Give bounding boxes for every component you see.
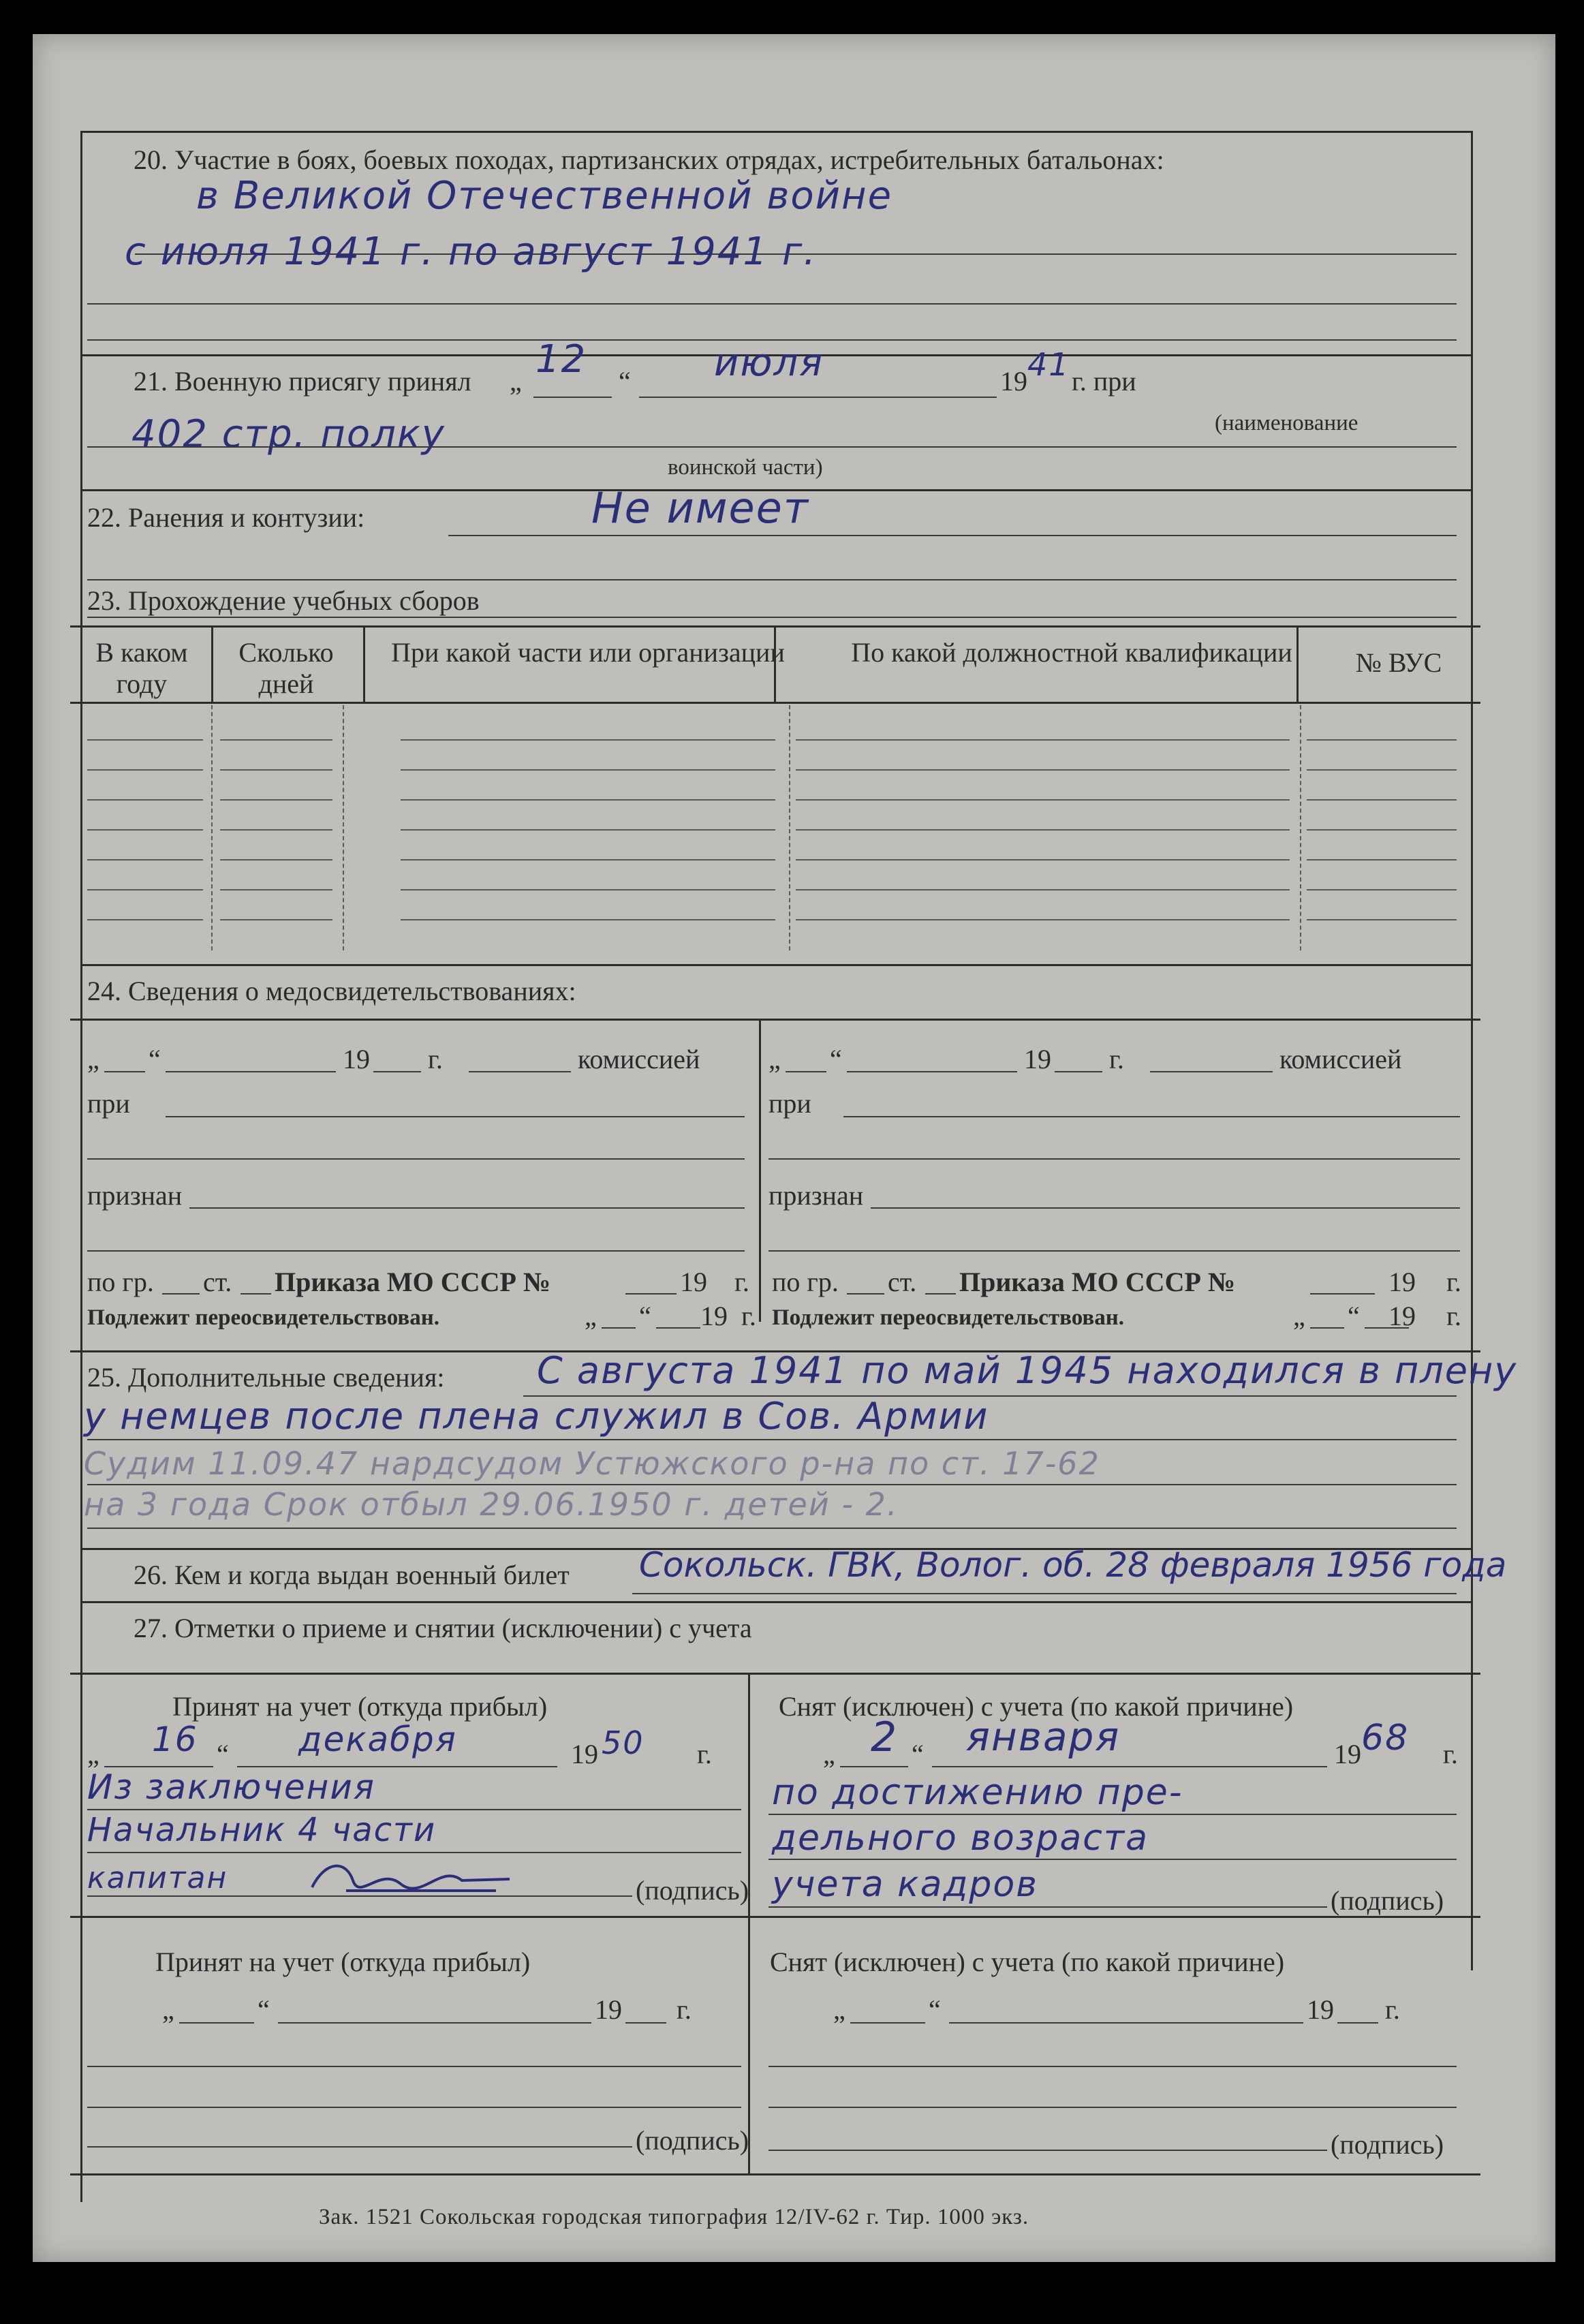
s27r2-u3 — [1337, 2022, 1378, 2024]
s27a1-u5 — [87, 1895, 632, 1897]
s27r1-reason-1: по достижению пре- — [772, 1772, 1183, 1813]
s27r1-u5 — [768, 1906, 1327, 1908]
table23-empty-line — [87, 859, 203, 861]
table23-empty-line — [87, 889, 203, 890]
footer-imprint: Зак. 1521 Сокольская городская типография 12/IV-62 г. Тир. 1000 экз. — [319, 2205, 1029, 2229]
s24r-sub-g: г. — [1446, 1301, 1461, 1331]
table23-empty-line — [87, 919, 203, 920]
signature-icon — [305, 1853, 516, 1901]
s24r-order-g: г. — [1446, 1267, 1461, 1297]
s21-suffix: г. при — [1072, 366, 1136, 397]
s24l-at: при — [87, 1088, 130, 1119]
s24r-order: Приказа МО СССР № — [959, 1267, 1236, 1297]
t23-v3 — [774, 625, 776, 702]
s27r2-u2 — [949, 2022, 1303, 2024]
s27r2-u4 — [768, 2066, 1457, 2067]
s21-quote-close: “ — [619, 366, 631, 397]
s25-u4 — [87, 1528, 1457, 1529]
s27a2-u6 — [87, 2146, 632, 2148]
s27r1-reason-2: дельного возраста — [772, 1818, 1149, 1859]
table23-empty-line — [1307, 739, 1457, 741]
s27r2-q2: “ — [929, 1994, 941, 2025]
col-year: В каком году — [95, 637, 188, 699]
frame-left — [80, 131, 82, 2202]
s24r-sub-year: 19 — [1388, 1301, 1416, 1331]
s27-mid — [70, 1916, 1480, 1918]
s27a2-u5 — [87, 2107, 741, 2108]
s27-divider — [748, 1673, 750, 2173]
s24r-u6 — [768, 1158, 1460, 1160]
table23-header-bottom — [70, 702, 1480, 704]
s21-year: 41 — [1027, 346, 1070, 383]
table23-empty-line — [401, 859, 775, 861]
s27a1-signature-label: (подпись) — [636, 1875, 749, 1906]
frame-right — [1471, 131, 1473, 1970]
s24r-u3 — [1055, 1071, 1102, 1072]
s27r2-u6 — [768, 2150, 1327, 2151]
table23-empty-line — [1307, 859, 1457, 861]
t23-v4 — [1296, 625, 1299, 702]
s24r-found: признан — [768, 1180, 864, 1211]
s21-month: июля — [714, 341, 824, 385]
s24l-u2 — [166, 1071, 336, 1072]
col-vus: № ВУС — [1355, 647, 1442, 678]
s20-line-2 — [87, 303, 1457, 305]
s27r1-u3 — [768, 1814, 1457, 1815]
s24r-sq2: “ — [1348, 1301, 1360, 1331]
s27a1-q2: “ — [217, 1739, 229, 1769]
s24r-subject: Подлежит переосвидетельствован. — [772, 1305, 1124, 1330]
t23-v1 — [211, 625, 213, 702]
section-21-label: 21. Военную присягу принял — [134, 366, 471, 397]
s27r1-q1: „ — [823, 1739, 835, 1769]
s27a2-u1 — [179, 2022, 254, 2024]
registration-card — [33, 34, 1555, 2262]
s20-handwritten-2: с июля 1941 г. по август 1941 г. — [125, 230, 818, 274]
t23-v2 — [363, 625, 365, 702]
s24l-year: 19 — [343, 1044, 370, 1074]
s27r1-year-prefix: 19 — [1334, 1739, 1361, 1769]
s24l-u12 — [602, 1327, 636, 1329]
s27a1-year: 50 — [602, 1724, 645, 1761]
table23-empty-line — [796, 739, 1290, 741]
s24l-art: ст. — [203, 1267, 232, 1297]
section-27-label: 27. Отметки о приеме и снятии (исключении) с учета — [134, 1613, 752, 1643]
s27r1-reason-3: учета кадров — [772, 1864, 1038, 1905]
table23-empty-line — [796, 919, 1290, 920]
s24l-order: Приказа МО СССР № — [275, 1267, 551, 1297]
table23-empty-line — [401, 799, 775, 801]
s24r-art: ст. — [888, 1267, 917, 1297]
s27a2-signature-label: (подпись) — [636, 2125, 749, 2156]
table23-empty-line — [401, 769, 775, 771]
s24l-u8 — [87, 1250, 745, 1252]
table23-empty-line — [796, 829, 1290, 831]
s24l-commission: комиссией — [578, 1044, 700, 1074]
s24r-u2 — [847, 1071, 1017, 1072]
s24l-sq2: “ — [639, 1301, 651, 1331]
s22-line-2 — [87, 579, 1457, 580]
s24l-u10 — [240, 1293, 271, 1295]
s27a2-u2 — [278, 2022, 591, 2024]
table23-empty-line — [1307, 769, 1457, 771]
s27-accepted-1: Принят на учет (откуда прибыл) — [172, 1691, 548, 1722]
s27a1-head: Начальник 4 части — [87, 1811, 437, 1849]
s21-note-unit: воинской части) — [668, 455, 823, 480]
s27a2-g: г. — [677, 1994, 692, 2025]
s24r-u5 — [843, 1116, 1460, 1117]
s24l-sub-g: г. — [741, 1301, 756, 1331]
table23-empty-line — [220, 799, 332, 801]
s24l-order-year: 19 — [680, 1267, 707, 1297]
s24r-year: 19 — [1024, 1044, 1051, 1074]
s27r1-u1 — [840, 1766, 908, 1767]
col-unit: При какой части или организации — [391, 637, 785, 668]
section-26-label: 26. Кем и когда выдан военный билет — [134, 1560, 570, 1590]
s24r-u12 — [1310, 1327, 1344, 1329]
s24r-order-year: 19 — [1388, 1267, 1416, 1297]
s24r-sq1: „ — [1293, 1301, 1305, 1331]
table23-empty-line — [87, 739, 203, 741]
s27r2-year-prefix: 19 — [1307, 1994, 1334, 2025]
s24r-quote-open: „ — [768, 1044, 781, 1074]
divider-26-27 — [80, 1601, 1473, 1603]
s27r2-g: г. — [1385, 1994, 1400, 2025]
s27r1-u2 — [932, 1766, 1327, 1767]
s24l-g: г. — [428, 1044, 443, 1074]
s27a1-q1: „ — [87, 1739, 99, 1769]
section-24-label: 24. Сведения о медосвидетельствованиях: — [87, 976, 576, 1006]
s24r-commission: комиссией — [1279, 1044, 1402, 1074]
frame-top — [80, 131, 1473, 133]
s24l-by-art: по гр. — [87, 1267, 154, 1297]
s27a1-rank: капитан — [87, 1861, 228, 1895]
s24r-by-art: по гр. — [772, 1267, 839, 1297]
s25-u2 — [87, 1439, 1457, 1440]
s27-removed-1: Снят (исключен) с учета (по какой причине) — [779, 1691, 1294, 1722]
s27-removed-2: Снят (исключен) с учета (по какой причине) — [770, 1947, 1285, 1977]
s27r2-u5 — [768, 2107, 1457, 2108]
s24l-u11 — [625, 1293, 677, 1295]
col-qualification: По какой должностной квалификации — [851, 637, 1292, 668]
s27r2-q1: „ — [833, 1994, 845, 2025]
frame-bottom — [70, 2173, 1480, 2175]
divider-23-24 — [80, 964, 1473, 966]
s27r1-u4 — [768, 1859, 1457, 1860]
s21-unit-handwritten: 402 стр. полку — [131, 412, 446, 456]
table23-empty-line — [796, 799, 1290, 801]
s27-accepted-2: Принят на учет (откуда прибыл) — [155, 1947, 531, 1977]
s26-value: Сокольск. ГВК, Волог. об. 28 февраля 1956 года — [639, 1545, 1507, 1585]
s25-line-1: С августа 1941 по май 1945 находился в плену — [537, 1349, 1518, 1392]
s24l-u4 — [469, 1071, 571, 1072]
s24r-u7 — [871, 1207, 1460, 1209]
s24l-u7 — [189, 1207, 745, 1209]
s22-line-1 — [448, 535, 1457, 536]
table23-empty-line — [220, 769, 332, 771]
section-23-label: 23. Прохождение учебных сборов — [87, 585, 480, 616]
s27a1-day: 16 — [152, 1720, 198, 1759]
table23-empty-line — [401, 919, 775, 920]
s24r-g: г. — [1109, 1044, 1124, 1074]
s24-divider — [759, 1019, 761, 1322]
table23-empty-line — [401, 889, 775, 890]
s24-top — [70, 1019, 1480, 1021]
col-days: Сколько дней — [238, 637, 334, 699]
s25-line-3: Судим 11.09.47 нардсудом Устюжского р-на по ст. 17-62 — [84, 1445, 1100, 1482]
table23-empty-line — [87, 799, 203, 801]
table23-empty-line — [220, 889, 332, 890]
s24l-sub-year: 19 — [700, 1301, 728, 1331]
s21-day: 12 — [535, 337, 587, 382]
table23-empty-line — [1307, 889, 1457, 890]
s24r-quote-close: “ — [830, 1044, 842, 1074]
s24r-u4 — [1150, 1071, 1273, 1072]
s21-quote-open: „ — [510, 366, 522, 397]
s27a2-u4 — [87, 2066, 741, 2067]
table23-empty-line — [87, 829, 203, 831]
s27r1-g: г. — [1443, 1739, 1458, 1769]
s21-day-line — [533, 397, 612, 398]
table23-empty-line — [796, 769, 1290, 771]
s27a2-u3 — [625, 2022, 666, 2024]
s27a1-month: декабря — [298, 1720, 457, 1759]
s24r-u9 — [847, 1293, 884, 1295]
s24r-at: при — [768, 1088, 811, 1119]
table23-empty-line — [1307, 919, 1457, 920]
table23-empty-line — [220, 829, 332, 831]
section-20-label: 20. Участие в боях, боевых походах, партизанских отрядах, истребительных батальонах: — [134, 144, 1164, 175]
s24r-u10 — [925, 1293, 956, 1295]
s27r2-signature-label: (подпись) — [1331, 2129, 1444, 2160]
table23-empty-line — [220, 859, 332, 861]
section-25-label: 25. Дополнительные сведения: — [87, 1362, 445, 1393]
s27a1-g: г. — [697, 1739, 712, 1769]
s21-line-2 — [87, 446, 1457, 448]
s27a1-year-prefix: 19 — [571, 1739, 598, 1769]
s24l-u5 — [166, 1116, 745, 1117]
table23-empty-line — [220, 919, 332, 920]
s21-note-name: (наименование — [1215, 411, 1358, 435]
s27r2-u1 — [850, 2022, 925, 2024]
s27r1-day: 2 — [871, 1714, 899, 1761]
table23-empty-line — [796, 859, 1290, 861]
t23-vd4 — [1300, 705, 1301, 950]
s27a2-q2: “ — [258, 1994, 270, 2025]
s24r-u1 — [786, 1071, 826, 1072]
s22-handwritten: Не имеет — [591, 483, 809, 533]
s24l-found: признан — [87, 1180, 183, 1211]
s22-line-3 — [87, 617, 1457, 618]
s24l-u9 — [162, 1293, 200, 1295]
s21-year-prefix: 19 — [1000, 366, 1027, 397]
s27r1-month: января — [966, 1714, 1121, 1760]
s24r-u11 — [1310, 1293, 1375, 1295]
s27a2-q1: „ — [162, 1994, 174, 2025]
s24l-order-g: г. — [734, 1267, 749, 1297]
s24l-sq1: „ — [585, 1301, 597, 1331]
s21-month-line — [639, 397, 997, 398]
t23-vd3 — [789, 705, 790, 950]
t23-vd1 — [211, 705, 213, 950]
s24l-quote-open: „ — [87, 1044, 99, 1074]
s27r1-q2: “ — [912, 1739, 924, 1769]
table23-empty-line — [1307, 829, 1457, 831]
s20-handwritten-1: в Великой Отечественной войне — [196, 174, 893, 218]
s24l-subject: Подлежит переосвидетельствован. — [87, 1305, 439, 1330]
table23-empty-line — [87, 769, 203, 771]
table23-empty-line — [1307, 799, 1457, 801]
s24l-u13 — [656, 1327, 700, 1329]
s27a2-year-prefix: 19 — [595, 1994, 622, 2025]
s27a1-u3 — [87, 1809, 741, 1810]
s27a1-from: Из заключения — [87, 1767, 375, 1807]
s24l-u3 — [373, 1071, 421, 1072]
s24r-u8 — [768, 1250, 1460, 1252]
table23-empty-line — [401, 739, 775, 741]
table23-empty-line — [401, 829, 775, 831]
s24l-u6 — [87, 1158, 745, 1160]
table23-empty-line — [796, 889, 1290, 890]
s26-u1 — [632, 1593, 1457, 1594]
t23-vd2 — [343, 705, 344, 950]
s25-u3 — [87, 1484, 1457, 1485]
s27r1-signature-label: (подпись) — [1331, 1885, 1444, 1916]
s27-top — [70, 1673, 1480, 1675]
s24l-quote-close: “ — [149, 1044, 161, 1074]
section-22-label: 22. Ранения и контузии: — [87, 502, 365, 533]
table23-empty-line — [220, 739, 332, 741]
s25-line-2: у немцев после плена служил в Сов. Армии — [84, 1395, 989, 1438]
s25-line-4: на 3 года Срок отбыл 29.06.1950 г. детей - 2. — [84, 1486, 899, 1523]
s27r1-year: 68 — [1361, 1718, 1410, 1759]
s24l-u1 — [104, 1071, 145, 1072]
